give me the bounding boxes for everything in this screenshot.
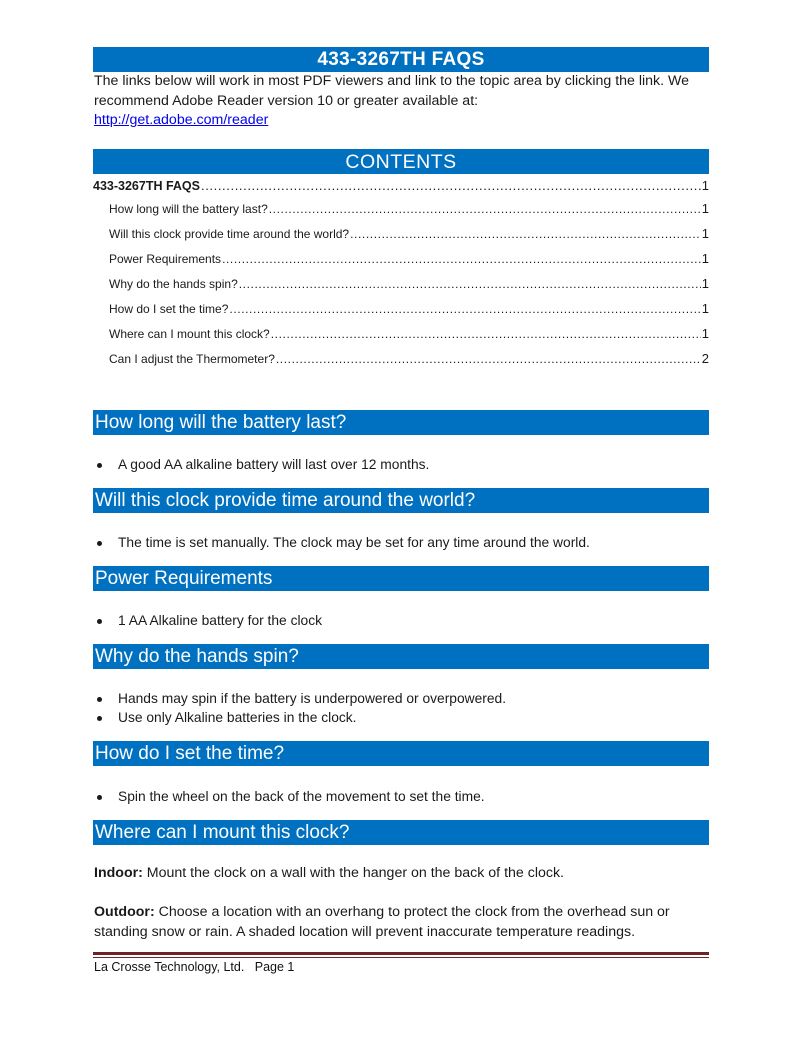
toc-entry-label: 433-3267TH FAQS — [93, 179, 200, 193]
toc-page-number: 1 — [701, 251, 709, 266]
toc-entry-faqs[interactable] — [93, 176, 709, 196]
toc-leader-dots — [201, 176, 701, 196]
intro-text: The links below will work in most PDF viewers and link to the topic area by clicking the link. We recommend Adobe Reader version 10 or greater available at: — [94, 73, 690, 109]
bullet-item: Use only Alkaline batteries in the clock. — [93, 708, 709, 727]
adobe-reader-link[interactable]: http://get.adobe.com/reader — [94, 112, 269, 128]
toc-entry-mount[interactable] — [93, 321, 709, 346]
toc-leader-dots — [239, 272, 701, 296]
section-bullets-battery — [93, 455, 709, 474]
page-footer: La Crosse Technology, Ltd. Page 1 — [94, 960, 295, 974]
toc-leader-dots — [350, 222, 701, 246]
table-of-contents — [93, 176, 709, 371]
toc-leader-dots — [222, 247, 701, 271]
bullet-item: Hands may spin if the battery is underpowered or overpowered. — [93, 689, 709, 708]
toc-entry-hands-spin[interactable] — [93, 271, 709, 296]
section-bullets-power — [93, 611, 709, 630]
toc-entry-label: How long will the battery last? — [109, 202, 268, 216]
section-heading-set-time: How do I set the time? — [93, 741, 709, 766]
toc-entry-label: Where can I mount this clock? — [109, 327, 270, 341]
toc-entry-power[interactable] — [93, 246, 709, 271]
outdoor-text: Choose a location with an overhang to protect the clock from the overhead sun or standing snow or rain. A shaded location will prevent inaccurate temperature readings. — [94, 904, 670, 940]
bullet-item: 1 AA Alkaline battery for the clock — [93, 611, 709, 630]
toc-entry-label: Can I adjust the Thermometer? — [109, 352, 275, 366]
intro-paragraph — [94, 72, 710, 131]
mount-outdoor-paragraph — [94, 902, 710, 942]
toc-leader-dots — [269, 197, 701, 221]
toc-entry-battery[interactable] — [93, 196, 709, 221]
toc-entry-set-time[interactable] — [93, 296, 709, 321]
section-bullets-hands-spin — [93, 689, 709, 727]
toc-page-number: 1 — [701, 276, 709, 291]
mount-indoor-paragraph — [94, 863, 710, 883]
toc-leader-dots — [271, 322, 701, 346]
toc-leader-dots — [276, 347, 701, 371]
toc-page-number: 1 — [701, 201, 709, 216]
section-bullets-set-time — [93, 787, 709, 806]
toc-entry-label: Why do the hands spin? — [109, 277, 238, 291]
indoor-text: Mount the clock on a wall with the hanger on the back of the clock. — [142, 865, 564, 881]
indoor-label: Indoor: — [94, 865, 143, 881]
toc-page-number: 2 — [701, 351, 709, 366]
section-heading-world-time: Will this clock provide time around the world? — [93, 488, 709, 513]
toc-page-number: 1 — [701, 226, 709, 241]
toc-entry-label: Power Requirements — [109, 252, 222, 266]
bullet-item: Spin the wheel on the back of the movement to set the time. — [93, 787, 709, 806]
toc-entry-thermometer[interactable] — [93, 346, 709, 371]
toc-page-number: 1 — [701, 301, 709, 316]
toc-entry-label: Will this clock provide time around the world? — [109, 227, 350, 241]
toc-entry-world-time[interactable] — [93, 221, 709, 246]
document-title: 433-3267TH FAQS — [93, 47, 709, 72]
bullet-item: The time is set manually. The clock may be set for any time around the world. — [93, 533, 709, 552]
section-bullets-world-time — [93, 533, 709, 552]
contents-heading: CONTENTS — [93, 149, 709, 174]
toc-page-number: 1 — [701, 326, 709, 341]
toc-entry-label: How do I set the time? — [109, 302, 229, 316]
section-heading-mount: Where can I mount this clock? — [93, 820, 709, 845]
bullet-item: A good AA alkaline battery will last over 12 months. — [93, 455, 709, 474]
footer-divider-thin — [93, 957, 709, 958]
section-heading-battery: How long will the battery last? — [93, 410, 709, 435]
section-heading-hands-spin: Why do the hands spin? — [93, 644, 709, 669]
footer-divider — [93, 952, 709, 955]
section-heading-power: Power Requirements — [93, 566, 709, 591]
outdoor-label: Outdoor: — [94, 904, 155, 920]
toc-page-number: 1 — [701, 178, 709, 193]
toc-leader-dots — [229, 297, 700, 321]
